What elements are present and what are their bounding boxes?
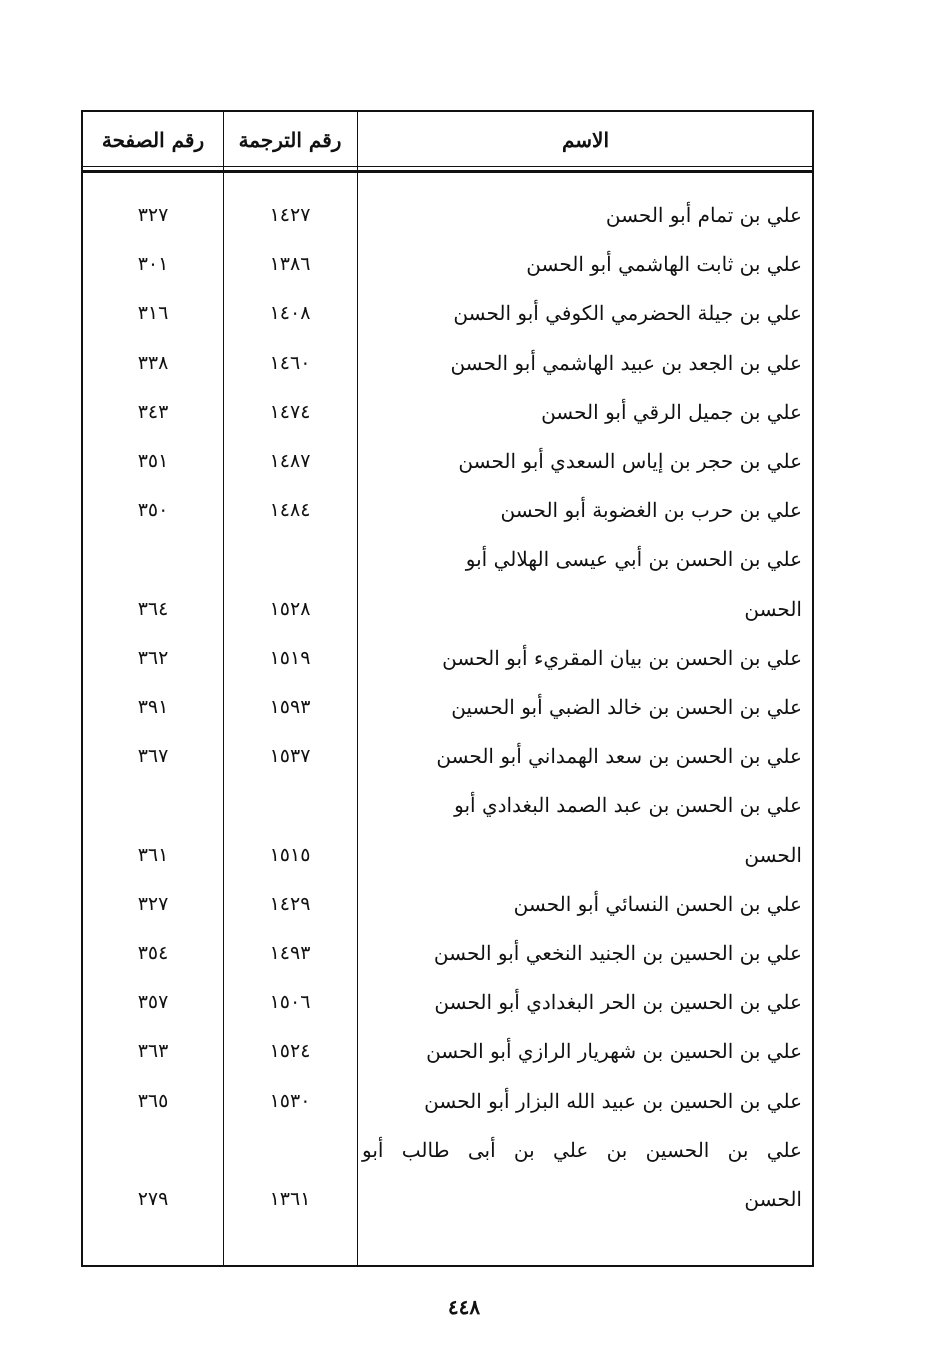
table-row [83,929,812,978]
table-row [83,1077,812,1126]
entry-page-number: ٣٦١ [137,843,169,866]
entry-translation-number: ١٤٨٤ [269,499,311,522]
entry-page-number [83,1126,223,1175]
entry-translation-number: ١٥٢٨ [269,597,311,620]
entry-page-number: ٣٥١ [137,450,169,472]
table-row [83,634,812,683]
header-name: الاسم [561,128,610,152]
index-table [81,110,814,1267]
table-row [83,486,812,535]
entry-translation-number: ١٣٨٦ [269,253,311,276]
entry-translation-number: ١٤٧٤ [269,400,311,423]
entry-name: الحسن [744,596,802,621]
entry-name: علي بن حجر بن إياس السعدي أبو الحسن [458,449,802,473]
entry-page-number: ٣٥٧ [137,991,169,1014]
entry-name: علي بن الحسن بن سعد الهمداني أبو الحسن [436,744,802,769]
entry-name: علي بن حرب بن الغضوبة أبو الحسن [500,498,802,523]
table-row [83,880,812,929]
entry-translation-number: ١٥٣٠ [269,1089,311,1112]
entry-name: علي بن الحسين بن علي بن أبى طالب أبو [362,1137,802,1162]
table-row [83,240,812,289]
entry-translation-number: ١٥١٩ [269,646,311,669]
entry-page-number [83,535,223,584]
entry-translation-number: ١٥٣٧ [269,745,311,768]
entry-translation-number: ١٤٦٠ [269,351,311,374]
entry-page-number: ٣٥٠ [137,499,169,522]
table-row [83,437,812,486]
entry-page-number: ٣٥٤ [137,942,169,964]
table-row [83,1027,812,1076]
entry-name: علي بن تمام أبو الحسن [605,203,802,227]
entry-page-number: ٣٤٣ [137,400,169,423]
entry-name: علي بن جيلة الحضرمي الكوفي أبو الحسن [453,301,802,326]
entry-translation-number: ١٥١٥ [269,843,311,866]
entry-page-number [83,781,223,830]
entry-translation-number: ١٣٦١ [269,1188,311,1210]
table-row [83,339,812,388]
entry-translation-number [223,1126,357,1175]
entry-page-number: ٣٣٨ [137,351,169,374]
entry-page-number: ٣٦٣ [137,1040,169,1063]
entry-page-number: ٣١٦ [137,302,169,325]
entry-translation-number: ١٤٢٩ [269,892,311,915]
entry-name: علي بن الحسين بن عبيد الله البزار أبو الحسن [424,1088,802,1113]
entry-translation-number [223,781,357,830]
table-row [83,191,812,240]
entry-translation-number: ١٥٩٣ [269,696,311,718]
entry-name: علي بن ثابت الهاشمي أبو الحسن [526,252,802,277]
entry-translation-number: ١٥٠٦ [269,991,311,1014]
entry-translation-number: ١٤٨٧ [269,450,311,472]
table-row [83,732,812,781]
entry-page-number: ٣٢٧ [137,892,169,915]
entry-name: علي بن الحسن بن خالد الضبي أبو الحسين [451,695,802,719]
header-translation-number: رقم الترجمة [238,128,342,152]
table-row [83,289,812,338]
table-row [83,535,812,584]
table-row [83,831,812,880]
entry-translation-number: ١٥٢٤ [269,1040,311,1063]
entry-name: علي بن الحسن بن عبد الصمد البغدادي أبو [454,793,802,818]
entry-name: علي بن جميل الرقي أبو الحسن [541,399,802,424]
entry-name: علي بن الحسن بن بيان المقريء أبو الحسن [442,645,802,670]
entry-name: الحسن [744,1187,802,1211]
entry-name: علي بن الحسين بن شهريار الرازي أبو الحسن [426,1039,802,1064]
entry-page-number: ٣٦٥ [137,1089,169,1112]
entry-name: علي بن الحسن بن أبي عيسى الهلالي أبو [465,547,802,572]
table-row [83,781,812,830]
entry-translation-number [223,535,357,584]
header-rule-thick [83,170,812,173]
entry-name: علي بن الحسين بن الجنيد النخعي أبو الحسن [433,941,802,965]
entry-page-number: ٣٦٢ [137,646,169,669]
entry-page-number: ٣٦٧ [137,745,169,768]
table-row [83,683,812,732]
table-row [83,388,812,437]
entry-page-number: ٣٢٧ [137,204,169,226]
table-row [83,978,812,1027]
entry-translation-number: ١٤٠٨ [269,302,311,325]
header-rule [83,166,812,167]
entry-name: علي بن الحسن النسائي أبو الحسن [513,891,802,916]
page-number: ٤٤٨ [447,1295,481,1319]
table-row [83,1126,812,1175]
entry-page-number: ٣٠١ [137,253,169,276]
table-row [83,1175,812,1224]
entry-page-number: ٣٦٤ [137,597,169,620]
entry-name: الحسن [744,842,802,867]
table-row [83,585,812,634]
entry-translation-number: ١٤٢٧ [269,204,311,226]
entry-name: علي بن الحسين بن الحر البغدادي أبو الحسن [434,990,802,1015]
entry-page-number: ٢٧٩ [137,1188,169,1210]
header-page-number: رقم الصفحة [101,128,205,152]
entry-translation-number: ١٤٩٣ [269,942,311,964]
entry-name: علي بن الجعد بن عبيد الهاشمي أبو الحسن [450,350,802,375]
entry-page-number: ٣٩١ [137,696,169,718]
